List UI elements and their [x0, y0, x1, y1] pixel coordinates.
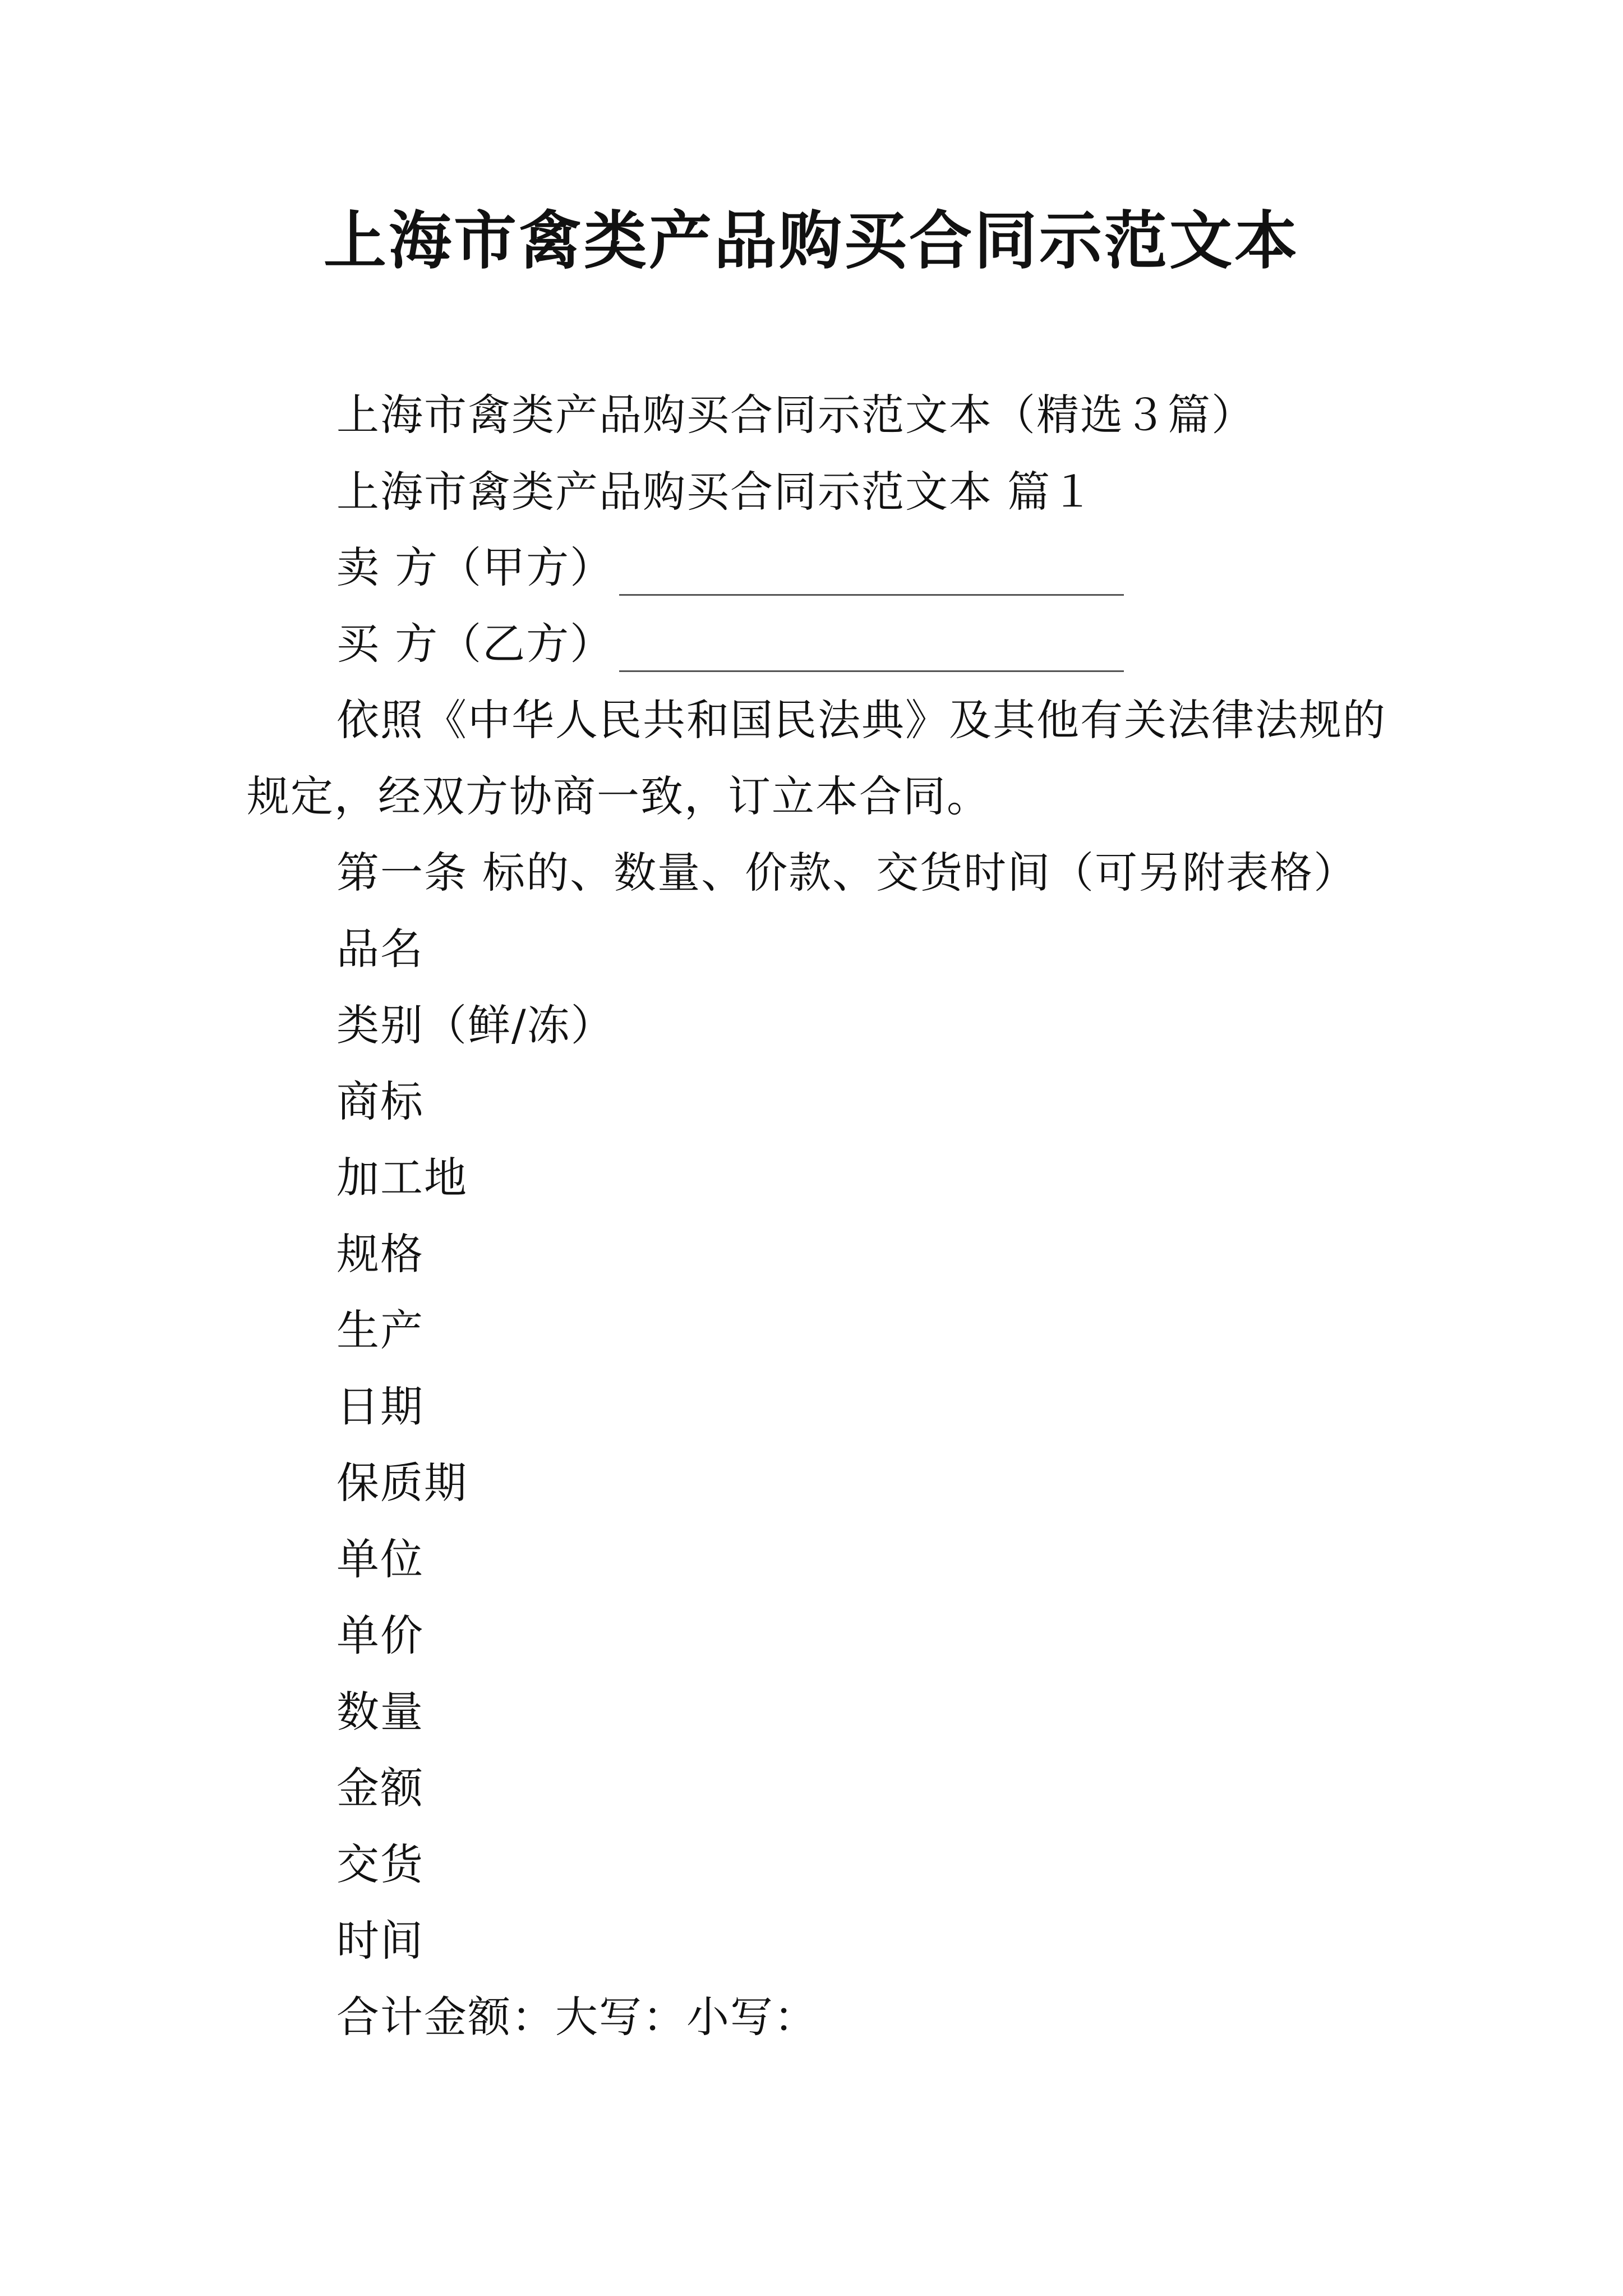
seller-label: 卖 方（甲方） — [336, 542, 614, 592]
article-1-heading: 第一条 标的、数量、价款、交货时间（可另附表格） — [336, 848, 1358, 898]
field-item: 商标 — [336, 1076, 424, 1126]
field-item: 单价 — [336, 1611, 424, 1660]
field-item: 交货 — [336, 1839, 424, 1889]
buyer-label: 买 方（乙方） — [336, 619, 614, 669]
field-item: 时间 — [336, 1916, 424, 1966]
seller-blank — [619, 555, 1124, 596]
total-amount-line: 合计金额：大写：小写： — [336, 1992, 818, 2042]
section-heading: 上海市禽类产品购买合同示范文本 篇１ — [336, 467, 1095, 517]
field-item: 品名 — [336, 924, 424, 974]
document-title: 上海市禽类产品购买合同示范文本 — [324, 204, 1299, 278]
document-subtitle: 上海市禽类产品购买合同示范文本（精选３篇） — [336, 390, 1255, 440]
buyer-line — [336, 616, 1124, 672]
field-item: 保质期 — [336, 1458, 468, 1508]
field-item: 规格 — [336, 1229, 424, 1279]
preamble-line-1: 依照《中华人民共和国民法典》及其他有关法律法规的 — [336, 695, 1386, 745]
buyer-blank — [619, 631, 1124, 672]
preamble-line-2: 规定，经双方协商一致，订立本合同。 — [247, 771, 990, 821]
field-item: 单位 — [336, 1534, 424, 1584]
field-item: 数量 — [336, 1687, 424, 1737]
field-item: 金额 — [336, 1763, 424, 1813]
field-item: 生产 — [336, 1305, 424, 1355]
field-item: 日期 — [336, 1382, 424, 1432]
seller-line — [336, 540, 1124, 596]
field-item: 类别（鲜/冻） — [336, 1000, 615, 1050]
field-item: 加工地 — [336, 1153, 468, 1203]
